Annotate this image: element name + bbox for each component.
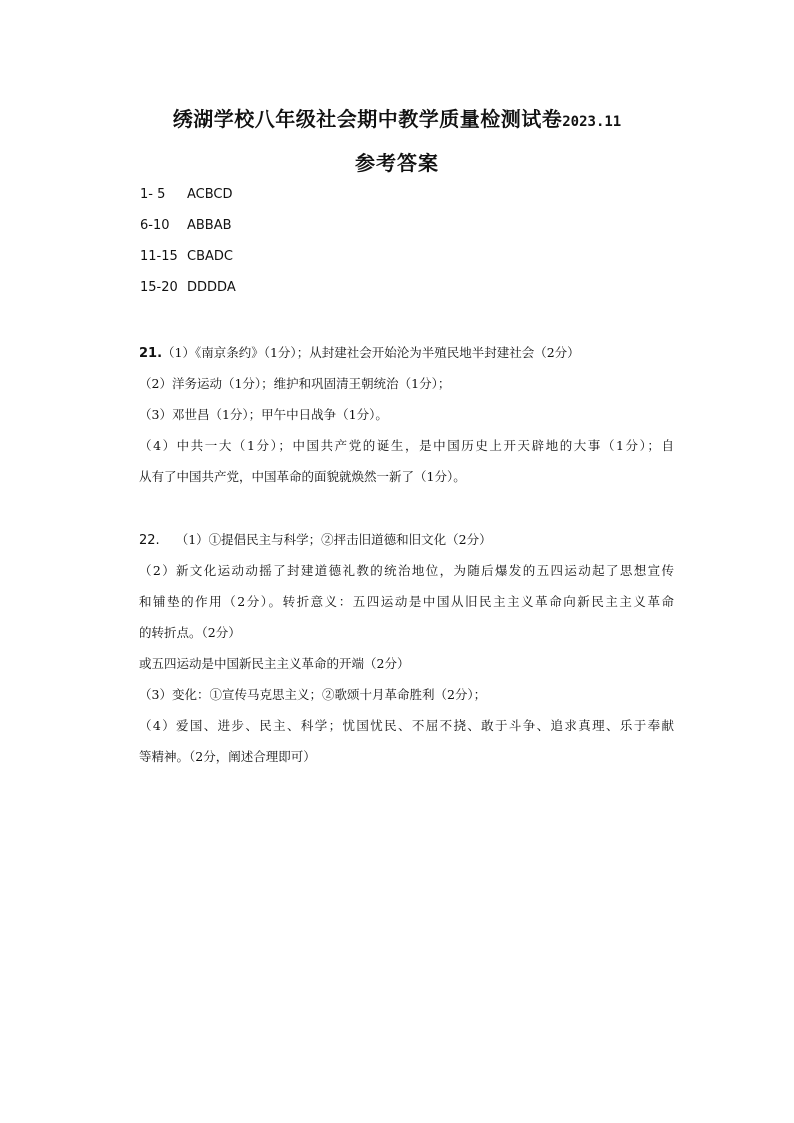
mc-answer-row xyxy=(140,249,233,264)
title-text: 绣湖学校八年级社会期中教学质量检测试卷 xyxy=(172,107,563,131)
q22-line: 或五四运动是中国新民主主义革命的开端（2分） xyxy=(139,656,410,671)
mc-range: 15-20 xyxy=(140,280,178,295)
q21-number: 21. xyxy=(139,346,163,361)
exam-date: 2023.11 xyxy=(562,114,622,130)
q22-line: （2）新文化运动动摇了封建道德礼教的统治地位，为随后爆发的五四运动起了思想宣传 xyxy=(139,563,674,578)
mc-answer-row xyxy=(140,187,233,202)
q21-text: （1）《南京条约》（1分）；从封建社会开始沦为半殖民地半封建社会（2分） xyxy=(162,345,580,360)
q22-line: 等精神。（2分，阐述合理即可） xyxy=(139,749,316,764)
q22-line xyxy=(139,530,492,548)
q22-text: （1）①提倡民主与科学；②抨击旧道德和旧文化（2分） xyxy=(175,532,492,547)
mc-answers: ACBCD xyxy=(187,187,233,202)
mc-answer-row xyxy=(140,280,236,295)
q21-line: （2）洋务运动（1分）；维护和巩固清王朝统治（1分）； xyxy=(139,376,451,391)
page-subtitle: 参考答案 xyxy=(355,151,439,175)
mc-answers: ABBAB xyxy=(187,218,232,233)
mc-range: 1- 5 xyxy=(140,187,166,202)
mc-range: 11-15 xyxy=(140,249,178,264)
q21-line xyxy=(139,343,580,361)
mc-answers: DDDDA xyxy=(187,280,236,295)
mc-answer-row xyxy=(140,218,232,233)
mc-answers: CBADC xyxy=(187,249,233,264)
q21-line: （3）邓世昌（1分）；甲午中日战争（1分）。 xyxy=(139,407,388,422)
q22-line: 和铺垫的作用（2分）。转折意义：五四运动是中国从旧民主主义革命向新民主主义革命 xyxy=(139,594,674,609)
page-title xyxy=(0,103,794,132)
q21-line: （4）中共一大（1分）；中国共产党的诞生，是中国历史上开天辟地的大事（1分）；自 xyxy=(139,438,674,453)
mc-range: 6-10 xyxy=(140,218,170,233)
q22-line: （3）变化：①宣传马克思主义；②歌颂十月革命胜利（2分）； xyxy=(139,687,487,702)
q22-number: 22. xyxy=(139,533,160,548)
q22-line: （4）爱国、进步、民主、科学；忧国忧民、不屈不挠、敢于斗争、追求真理、乐于奉献 xyxy=(139,718,674,733)
q22-line: 的转折点。（2分） xyxy=(139,625,241,640)
q21-line: 从有了中国共产党，中国革命的面貌就焕然一新了（1分）。 xyxy=(139,469,466,484)
